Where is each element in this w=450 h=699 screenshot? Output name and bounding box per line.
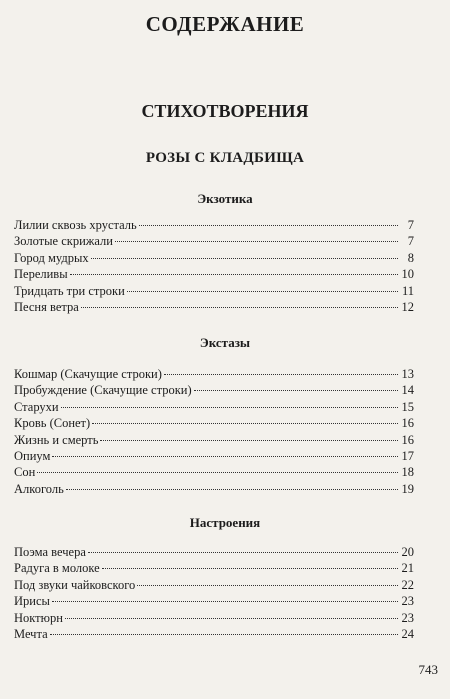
- dot-leader: [139, 225, 398, 226]
- group-title-moods: Настроения: [189, 515, 261, 530]
- entry-page: 11: [401, 283, 414, 298]
- toc-entry[interactable]: [14, 560, 414, 576]
- entry-page: 23: [401, 610, 414, 625]
- entry-page: 12: [401, 299, 414, 314]
- dot-leader: [65, 618, 398, 619]
- toc-entry[interactable]: [14, 382, 414, 398]
- entry-label: Радуга в молоке: [14, 561, 100, 576]
- dot-leader: [115, 241, 398, 242]
- entry-page: 24: [401, 626, 414, 641]
- entry-page: 14: [401, 383, 414, 398]
- entry-label: Город мудрых: [14, 250, 89, 265]
- entry-page: 22: [401, 577, 414, 592]
- toc-entry[interactable]: [14, 593, 414, 609]
- entry-page: 20: [401, 545, 414, 559]
- toc-entry[interactable]: [14, 610, 414, 626]
- dot-leader: [88, 552, 398, 553]
- entry-label: Под звуки чайковского: [14, 577, 136, 592]
- dot-leader: [81, 307, 398, 308]
- dot-leader: [70, 274, 398, 275]
- entry-label: Опиум: [14, 448, 51, 463]
- entry-label: Кошмар (Скачущие строки): [14, 367, 162, 381]
- toc-entry[interactable]: [14, 217, 414, 233]
- dot-leader: [137, 585, 398, 586]
- entry-label: Мечта: [14, 626, 48, 641]
- entry-label: Старухи: [14, 399, 59, 414]
- toc-entry[interactable]: [14, 544, 414, 560]
- toc-list-moods: [14, 544, 414, 642]
- toc-entry[interactable]: [14, 233, 414, 249]
- dot-leader: [194, 390, 398, 391]
- toc-entry[interactable]: [14, 366, 414, 382]
- entry-label: Жизнь и смерть: [14, 432, 99, 447]
- entry-page: 8: [407, 250, 414, 265]
- entry-label: Переливы: [14, 267, 68, 282]
- dot-leader: [164, 374, 398, 375]
- entry-page: 13: [401, 367, 414, 381]
- group-title-ecstasies: Экстазы: [199, 335, 251, 350]
- entry-label: Пробуждение (Скачущие строки): [14, 383, 192, 398]
- entry-page: 7: [407, 218, 414, 232]
- dot-leader: [37, 472, 398, 473]
- toc-list-ecstasies: [14, 366, 414, 497]
- page-number: 743: [418, 662, 438, 677]
- dot-leader: [127, 291, 398, 292]
- dot-leader: [102, 568, 398, 569]
- entry-label: Кровь (Сонет): [14, 416, 91, 431]
- toc-entry[interactable]: [14, 464, 414, 480]
- toc-entry[interactable]: [14, 299, 414, 315]
- subsection-title: РОЗЫ С КЛАДБИЩА: [145, 150, 305, 166]
- dot-leader: [92, 423, 398, 424]
- entry-label: Золотые скрижали: [14, 234, 113, 249]
- toc-entry[interactable]: [14, 250, 414, 266]
- entry-label: Ирисы: [14, 594, 50, 609]
- entry-page: 15: [401, 399, 414, 414]
- dot-leader: [61, 407, 398, 408]
- entry-label: Сон: [14, 465, 36, 480]
- entry-label: Песня ветра: [14, 299, 79, 314]
- group-title-exotica: Экзотика: [197, 191, 253, 206]
- entry-page: 16: [401, 432, 414, 447]
- entry-page: 10: [401, 267, 414, 282]
- entry-page: 18: [401, 465, 414, 480]
- entry-page: 16: [401, 416, 414, 431]
- entry-page: 19: [401, 481, 414, 496]
- entry-page: 21: [401, 561, 414, 576]
- entry-page: 17: [401, 448, 414, 463]
- toc-entry[interactable]: [14, 283, 414, 299]
- dot-leader: [52, 601, 398, 602]
- entry-label: Поэма вечера: [14, 545, 86, 559]
- toc-entry[interactable]: [14, 399, 414, 415]
- entry-label: Тридцать три строки: [14, 283, 125, 298]
- entry-label: Алкоголь: [14, 481, 64, 496]
- toc-entry[interactable]: [14, 448, 414, 464]
- section-title: СТИХОТВОРЕНИЯ: [141, 101, 309, 121]
- toc-entry[interactable]: [14, 266, 414, 282]
- dot-leader: [52, 456, 398, 457]
- entry-page: 7: [407, 234, 414, 249]
- toc-entry[interactable]: [14, 415, 414, 431]
- dot-leader: [50, 634, 398, 635]
- entry-label: Ноктюрн: [14, 610, 63, 625]
- toc-entry[interactable]: [14, 432, 414, 448]
- toc-entry[interactable]: [14, 626, 414, 642]
- entry-page: 23: [401, 594, 414, 609]
- toc-entry[interactable]: [14, 577, 414, 593]
- contents-title: СОДЕРЖАНИЕ: [145, 12, 305, 36]
- dot-leader: [91, 258, 398, 259]
- toc-list-exotica: [14, 217, 414, 315]
- dot-leader: [66, 489, 398, 490]
- entry-label: Лилии сквозь хрусталь: [14, 218, 137, 232]
- toc-entry[interactable]: [14, 481, 414, 497]
- dot-leader: [100, 440, 398, 441]
